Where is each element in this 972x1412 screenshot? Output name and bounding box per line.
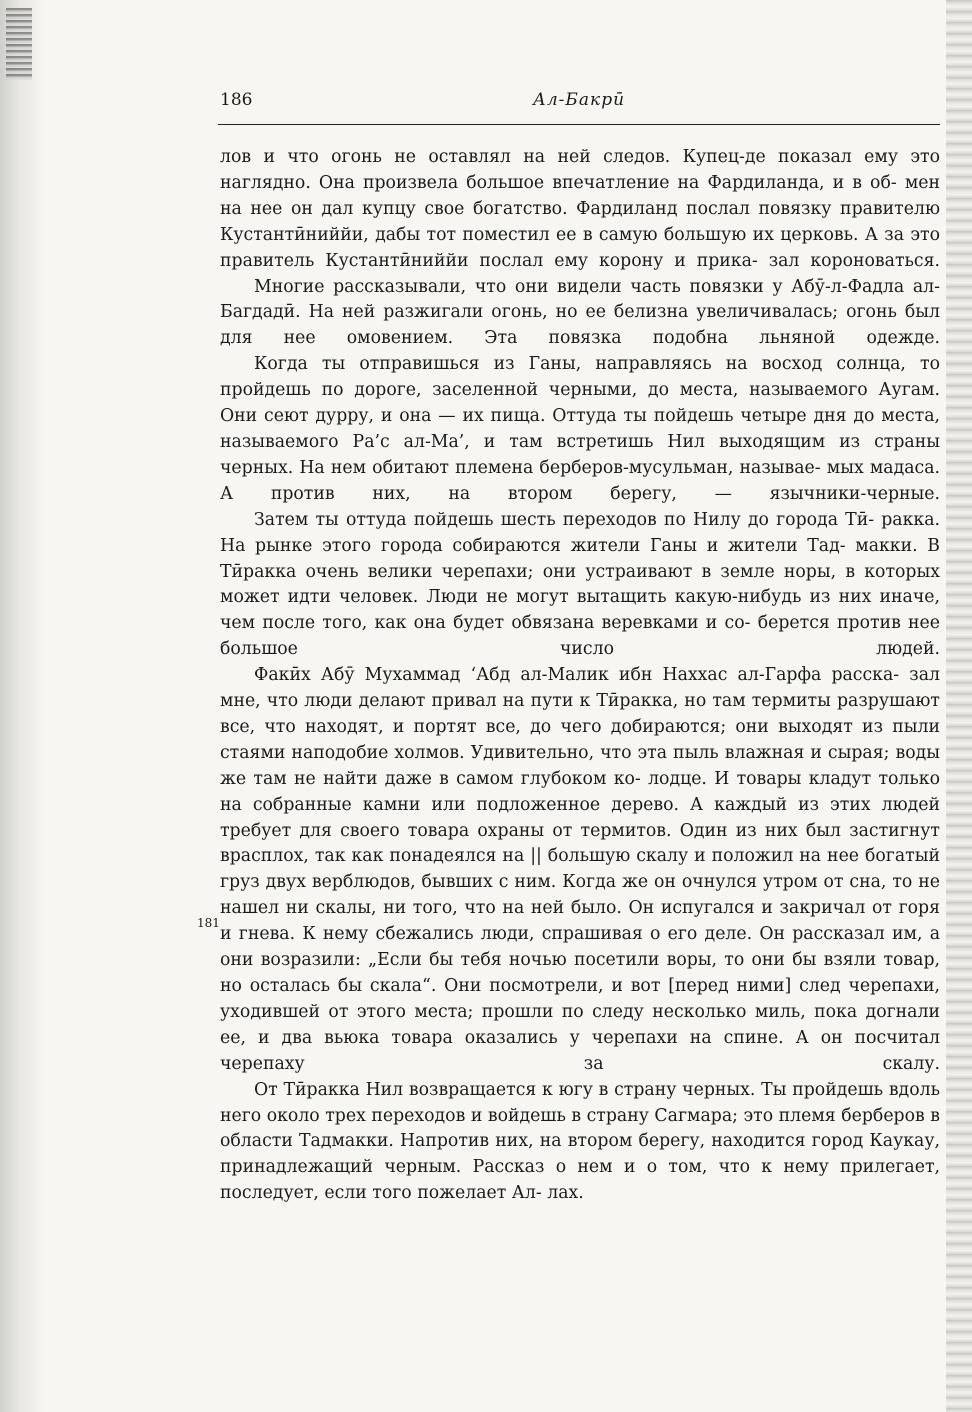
text-line: о том, что к нему прилегает, последует, если того пожелает Ал-	[220, 1157, 940, 1204]
paragraph	[220, 352, 940, 507]
text-line: Они сеют дурру, и она — их пища. Оттуда ты пойдешь четыре дня до	[220, 406, 875, 427]
paragraph	[220, 508, 940, 663]
page-header	[218, 88, 940, 125]
running-title: Ал-Бакрӣ	[532, 90, 626, 110]
scan-edge-left	[0, 0, 46, 1412]
text-line: племя берберов в области Тадмакки. Напротив них, на втором берегу,	[220, 1105, 940, 1152]
text-line: выходят из пыли стаями наподобие холмов. Удивительно, что эта пыль	[220, 716, 941, 763]
text-line: Многие рассказывали, что они видели часть повязки у Абӯ-л-Фадла	[254, 276, 905, 297]
text-line: места, называемого Ра’с ал-Ма’, и там встретишь Нил выходящим из	[220, 406, 941, 452]
text-line: зал короноваться.	[768, 250, 940, 271]
text-line: разрушают все, что находят, и портят все, до чего добираются; они	[220, 691, 940, 737]
text-line: скалы, ни того, что на ней было. Он испугался и закричал от горя и	[220, 898, 940, 945]
text-line: гнева. К нему сбежались люди, спрашивая о его деле. Он рассказал	[238, 924, 885, 945]
text-line: Когда ты отправишься из Ганы, направляясь на восход солнца, то	[254, 354, 940, 375]
text-line: ал-Багдадӣ. На ней разжигали огонь, но ее белизна увеличивалась;	[220, 276, 940, 323]
page-number: 186	[220, 90, 253, 110]
text-line: бывших с ним. Когда же он очнулся утром от сна, то не нашел ни	[220, 872, 940, 919]
text-line: из них иначе, чем после того, как она будет обвязана веревками и со-	[220, 587, 940, 634]
text-line: дерево. А каждый из этих людей требует для своего товара охраны от	[220, 794, 941, 841]
margin-page-reference: 181	[197, 916, 220, 930]
text-line: спине. А он посчитал черепаху за скалу.	[220, 1027, 941, 1074]
text-line: наглядно. Она произвела большое впечатление на Фардиланда, и в об-	[220, 172, 897, 193]
text-line: одежде.	[866, 328, 940, 349]
text-line: в которых может идти человек. Люди не могут вытащить какую-нибудь	[220, 561, 940, 608]
text-line: мых мадаса. А против них, на втором берегу, — язычники-черные.	[220, 457, 940, 504]
text-line: берется против нее большое число людей.	[220, 613, 941, 660]
text-line: миль, пока догнали ее, и два вьюка товара оказались у черепахи на	[220, 1001, 940, 1048]
text-line: ракка. На рынке этого города собираются жители Ганы и жители Тад-	[220, 509, 940, 556]
text-line: зал мне, что люди делают привал на пути к Тӣракка, но там термиты	[220, 665, 941, 712]
paragraph	[220, 1078, 940, 1208]
text-line: лодце. И товары кладут только на собранные камни или подложенное	[220, 768, 941, 815]
text-line: им, а они возразили: „Если бы тебя ночью посетили воры, то они бы	[220, 924, 940, 971]
paragraph	[220, 275, 940, 353]
text-line: мен на нее он дал купцу свое богатство. Фардиланд послал повязку	[220, 172, 940, 219]
text-line: макки. В Тӣракка очень велики черепахи; они устраивают в земле норы,	[220, 535, 940, 582]
paragraph	[220, 145, 940, 275]
body-text	[220, 145, 940, 1207]
text-line: след черепахи, уходившей от этого места; прошли по следу несколько	[220, 976, 940, 1022]
text-line: Затем ты оттуда пойдешь шесть переходов по Нилу до города Тӣ-	[254, 509, 875, 530]
text-line: лах.	[547, 1183, 584, 1204]
text-line: церковь. А за это правитель Кустантӣниййи послал ему корону и прика-	[220, 224, 940, 271]
text-line: огонь был для нее омовением. Эта повязка подобна льняной	[220, 302, 940, 349]
text-line: термитов. Один из них был застигнут врасплох, так как понадеялся	[220, 820, 940, 867]
text-line: взяли товар, но осталась бы скала“. Они посмотрели, и вот [перед ними]	[220, 950, 940, 996]
text-line: влажная и сырая; воды же там не найти даже в самом глубоком ко-	[220, 742, 940, 789]
text-line: вдоль него около трех переходов и войдешь в страну Сагмара; это	[220, 1079, 940, 1126]
text-line: на || большую скалу и положил на нее богатый груз двух верблюдов,	[220, 846, 940, 893]
paragraph	[220, 663, 940, 1078]
text-line: лов и что огонь не оставлял на ней следов. Купец-де показал ему это	[220, 147, 940, 167]
scan-artifact	[6, 8, 32, 80]
text-line: правителю Кустантӣниййи, дабы тот поместил ее в самую большую их	[220, 198, 940, 245]
text-line: пройдешь по дороге, заселенной черными, до места, называемого Аугам.	[220, 380, 940, 401]
text-line: страны черных. На нем обитают племена берберов-мусульман, называе-	[220, 431, 940, 478]
text-line: Факӣх Абӯ Мухаммад ‘Абд ал-Малик ибн Наххас ал-Гарфа расска-	[254, 665, 900, 686]
text-line: От Тӣракка Нил возвращается к югу в страну черных. Ты пройдешь	[254, 1079, 884, 1100]
scan-edge-right	[946, 0, 972, 1412]
text-line: находится город Каукау, принадлежащий черным. Рассказ о нем и	[220, 1131, 940, 1178]
